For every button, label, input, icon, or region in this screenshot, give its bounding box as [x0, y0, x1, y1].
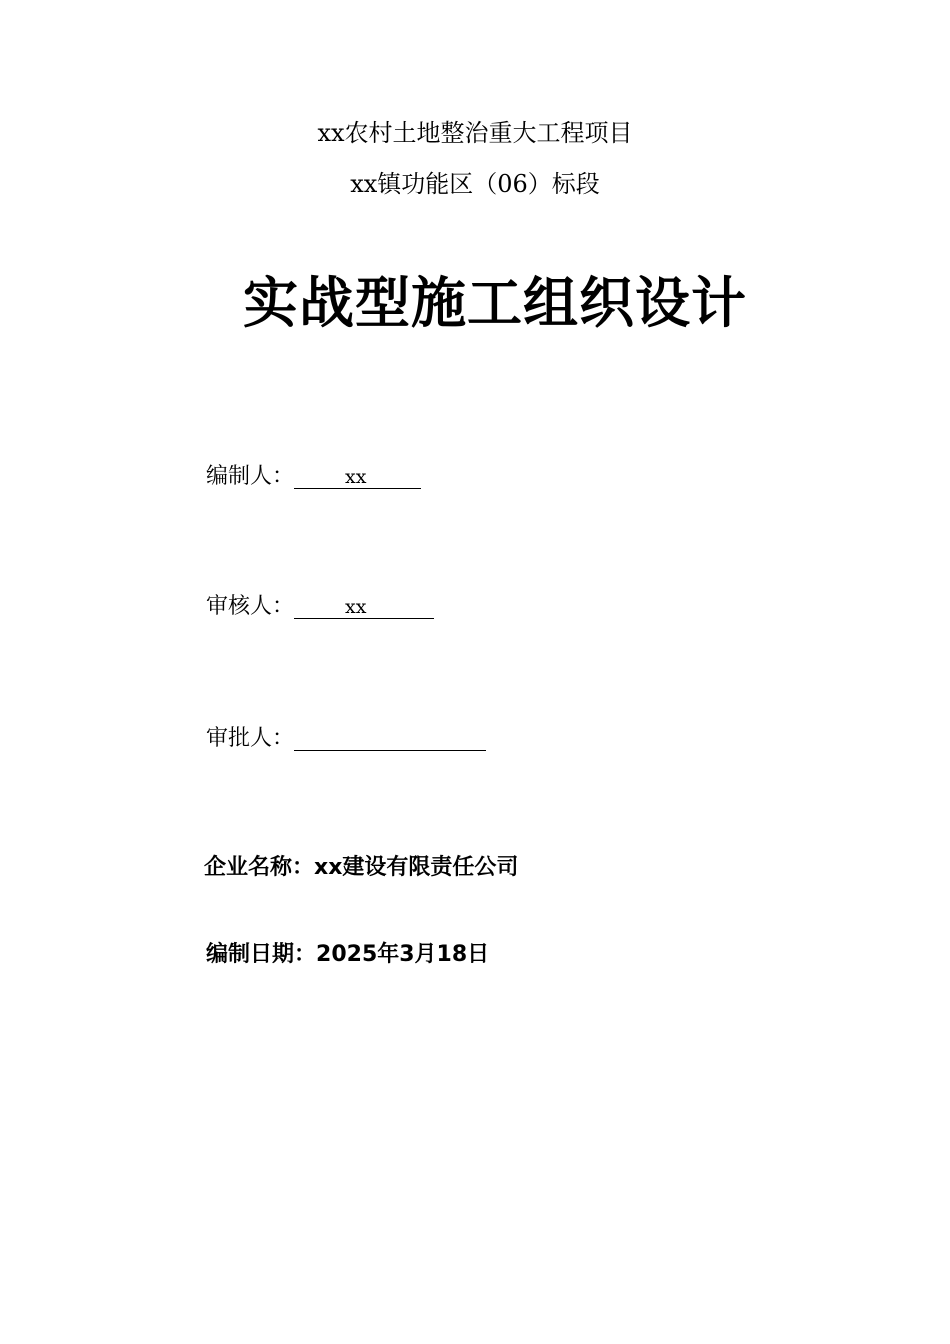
company-row [204, 852, 518, 884]
approver-label: 审批人： [206, 726, 295, 751]
project-name: xx农村土地整治重大工程项目 [317, 119, 633, 147]
date-row [206, 939, 489, 971]
compiler-row [206, 461, 421, 493]
reviewer-label: 审核人： [206, 594, 295, 619]
section-name: xx镇功能区（06）标段 [350, 170, 600, 198]
reviewer-value: xx [345, 596, 367, 618]
compiler-value: xx [345, 466, 367, 488]
approver-blank [294, 723, 486, 751]
compile-date: 2025年3月18日 [316, 942, 490, 967]
date-label: 编制日期： [206, 942, 317, 967]
compiler-blank [294, 461, 421, 489]
reviewer-row [206, 591, 434, 623]
compiler-label: 编制人： [206, 464, 295, 489]
company-label: 企业名称： [204, 855, 315, 880]
document-title: 实战型施工组织设计 [242, 271, 747, 335]
reviewer-blank [294, 591, 434, 619]
approver-row [206, 723, 486, 755]
company-name: xx建设有限责任公司 [314, 855, 519, 880]
